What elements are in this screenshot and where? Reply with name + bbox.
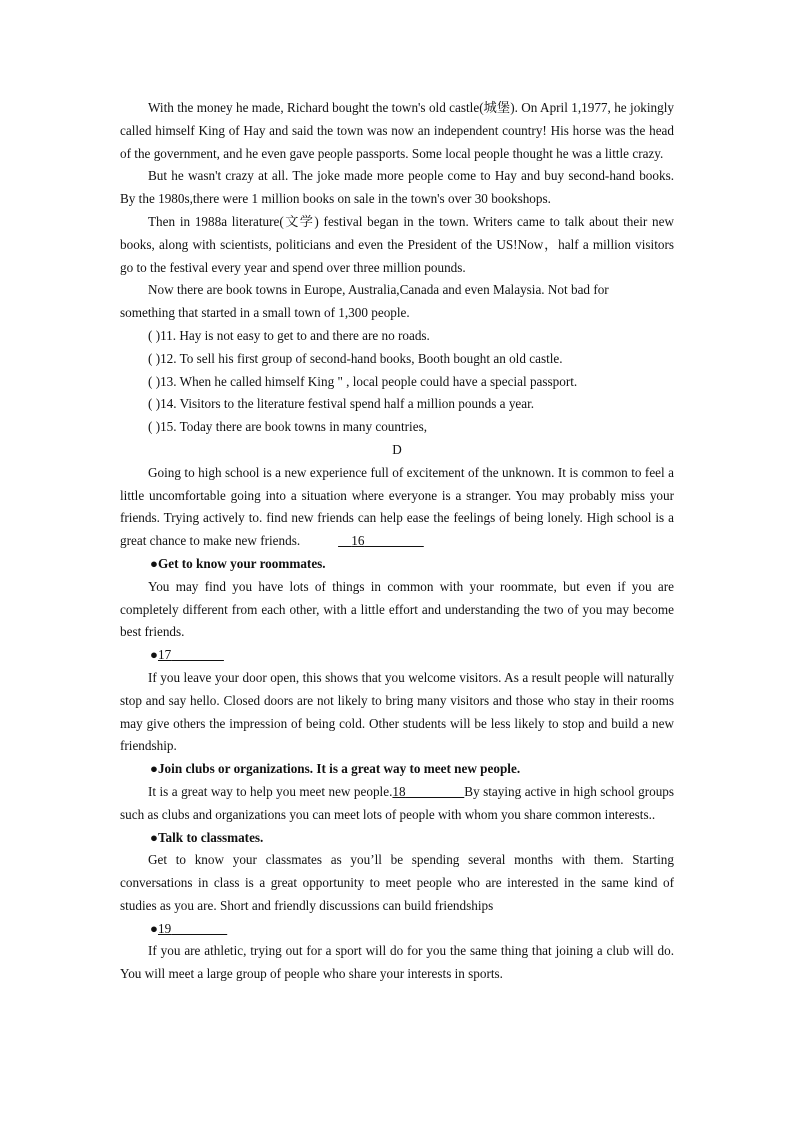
paragraph-joke: But he wasn't crazy at all. The joke made more people come to Hay and buy second-hand books. By the 1980s,there were 1 million books on sale in the town's over 30 bookshops. (120, 168, 674, 207)
question-14: ( )14. Visitors to the literature festival spend half a million pounds a year. (148, 396, 535, 412)
document-page (120, 97, 674, 986)
paragraph-castle: With the money he made, Richard bought the town's old castle(城堡). On April 1,1977, he jokingly called himself King of Hay and said the town was now an independent country! His horse was the head of the government, and he even gave people passports. Some local people thought he was a little crazy. (120, 100, 674, 161)
intro-text: Going to high school is a new experience full of excitement of the unknown. It is common to feel a little uncomfortable going into a situation where everyone is a stranger. You may probably miss your friends. Trying actively to. find new friends can help ease the feelings of being lonely. High school is a great chance to make new friends. (120, 464, 674, 549)
paragraph-intro (120, 462, 674, 553)
heading-roommates: ●Get to know your roommates. (150, 555, 326, 571)
blank-16: 16 (351, 533, 365, 549)
blank-17: 17 (157, 647, 172, 663)
paragraph-sport: If you are athletic, trying out for a sport will do for you the same thing that joining a club will do. You will meet a large group of people who share your interests in sports. (120, 943, 674, 982)
question-12: ( )12. To sell his first group of second-hand books, Booth bought an old castle. (148, 350, 563, 366)
paragraph-roommates: You may find you have lots of things in common with your roommate, but even if you are completely different from each other, with a little effort and understanding the two of you may become best friends. (120, 578, 674, 640)
heading-clubs: ●Join clubs or organizations. It is a great way to meet new people. (150, 761, 521, 777)
question-15: ( )15. Today there are book towns in many countries, (148, 419, 427, 435)
paragraph-festival: Then in 1988a literature(文学) festival began in the town. Writers came to talk about their new books, along with scientists, politicians and even the President of the US!Now，half a million visitors go to the festival every year and spend over three million pounds. (120, 213, 674, 275)
heading-classmates: ●Talk to classmates. (150, 829, 264, 845)
question-13: ( )13. When he called himself King " , local people could have a special passport. (148, 373, 578, 389)
paragraph-clubs: It is a great way to help you meet new people.18 By staying active in high school groups such as clubs and organizations you can meet lots of people with whom you share common interests.. (120, 783, 675, 822)
paragraph-door: If you leave your door open, this shows that you welcome visitors. As a result people will naturally stop and say hello. Closed doors are not likely to bring many visitors and those who stay in their rooms may give others the impression of being cold. Other students will be less likely to stop and build a new friendship. (120, 669, 674, 754)
bullet-17: ●17 (120, 644, 674, 667)
bullet-19: ●19 (120, 918, 674, 941)
paragraph-book-towns: Now there are book towns in Europe, Australia,Canada and even Malaysia. Not bad for something that started in a small town of 1,300 people. (120, 282, 609, 321)
question-11: ( )11. Hay is not easy to get to and there are no roads. (148, 327, 430, 343)
section-label-d: D (392, 441, 402, 457)
blank-19: 19 (157, 920, 172, 936)
paragraph-classmates: Get to know your classmates as you’ll be spending several months with them. Starting conversations in class is a great opportunity to meet people who are interested in the same kind of studies as you are. Short and friendly discussions can build friendships (120, 852, 674, 913)
blank-18: 18 (392, 783, 406, 799)
